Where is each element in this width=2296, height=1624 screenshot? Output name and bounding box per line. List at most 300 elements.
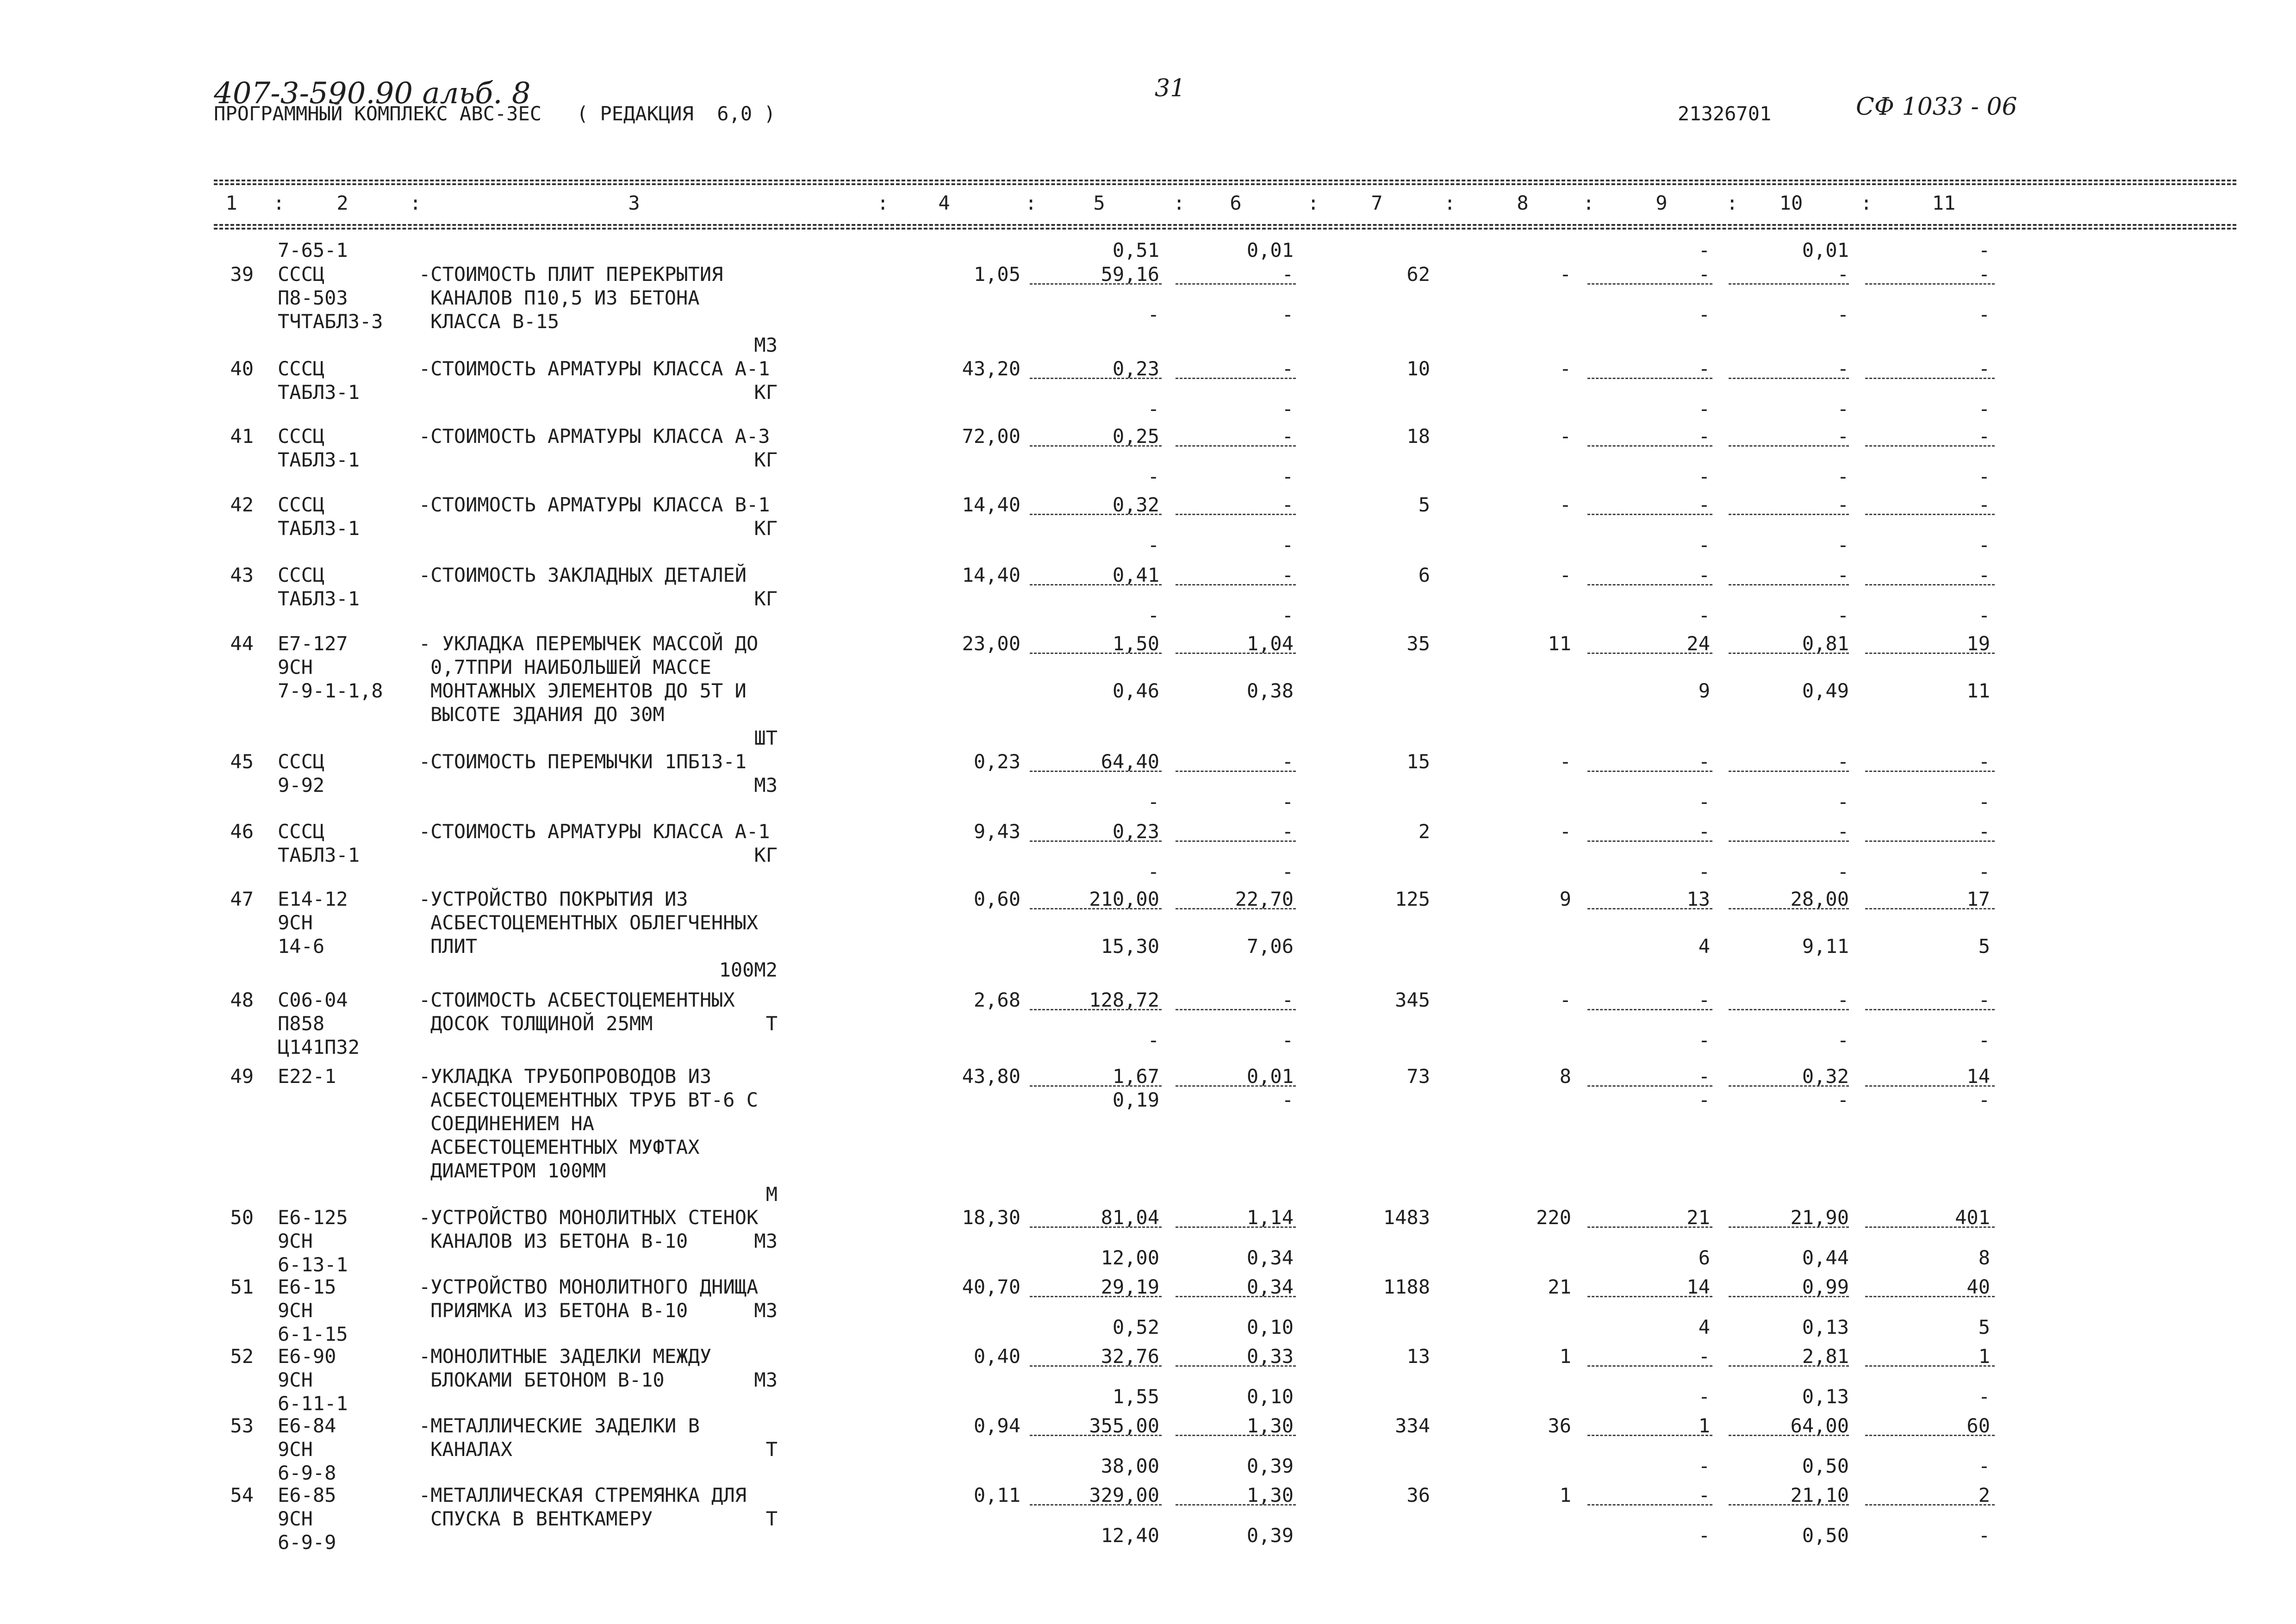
dashed-rule [1030,445,1162,447]
cost-unit-machines: 1,30 [1246,1414,1294,1437]
dashed-rule [1587,378,1712,379]
cost-unit-machines: - [1282,425,1294,448]
cost-total: 18 [1406,425,1430,448]
norm-code: 9СН [278,1507,313,1530]
norm-code: 9СН [278,656,313,678]
dashed-rule [1587,1296,1712,1297]
cost-total-machines: - [1698,1345,1710,1368]
dashed-rule [1587,1085,1712,1087]
dashed-rule [1176,378,1296,379]
cost-unit-total: 210,00 [1089,888,1159,910]
quantity: 0,94 [973,1414,1020,1437]
column-header-4: 4 [938,192,950,214]
cost-unit-machines: 0,01 [1246,239,1294,261]
cost-unit-machines-salary: - [1282,860,1294,883]
dashed-rule [1176,584,1296,585]
dashed-rule [1030,840,1162,842]
cost-total-salary: - [1559,564,1571,586]
cost-total-salary: - [1559,357,1571,380]
dashed-rule [1176,908,1296,909]
work-description: АСБЕСТОЦЕМЕНТНЫХ ОБЛЕГЧЕННЫХ [430,911,759,934]
unit-of-measure: 100М2 [719,958,778,981]
cost-unit-total: 0,23 [1112,357,1159,380]
dashed-rule [1865,1296,1995,1297]
dashed-rule [1030,1296,1162,1297]
cost-total-salary: - [1559,425,1571,448]
cost-unit-machines-salary: 0,10 [1246,1385,1294,1408]
cost-total-machines: 24 [1686,632,1710,655]
norm-code: ТАБЛ3-1 [278,844,360,866]
labor-total-salary: - [1978,604,1990,627]
cost-total: 15 [1406,750,1430,773]
row-number: 44 [230,632,254,655]
work-description: -СТОИМОСТЬ АРМАТУРЫ КЛАССА А-1 [419,357,770,380]
norm-code: СССЦ [278,357,325,380]
cost-unit-machines: - [1282,989,1294,1011]
norm-code: Е7-127 [278,632,348,655]
row-number: 40 [230,357,254,380]
top-rule-2 [214,183,2236,185]
column-header-11: 11 [1932,192,1956,214]
cost-total-salary: 36 [1548,1414,1571,1437]
dashed-rule [1729,908,1849,909]
work-description: -СТОИМОСТЬ АРМАТУРЫ КЛАССА А-3 [419,425,770,448]
dashed-rule [1587,771,1712,772]
labor-total-salary: - [1978,1029,1990,1052]
cost-total-machines: - [1698,357,1710,380]
cost-total-salary: 1 [1559,1345,1571,1368]
labor-total: - [1978,750,1990,773]
dashed-rule [1729,653,1849,654]
labor-total-salary: - [1978,303,1990,326]
cost-unit-machines-salary: - [1282,303,1294,326]
labor-total: - [1978,564,1990,586]
norm-code: 14-6 [278,935,325,958]
dashed-rule [1587,1504,1712,1506]
work-description: -УСТРОЙСТВО ПОКРЫТИЯ ИЗ [419,888,688,910]
norm-code: 9СН [278,1438,313,1461]
labor-total-salary: 11 [1966,679,1990,702]
row-number: 48 [230,989,254,1011]
cost-total-machines-salary: 9 [1698,679,1710,702]
cost-total-machines-salary: - [1698,1029,1710,1052]
unit-of-measure: КГ [754,448,778,471]
dashed-rule [1587,283,1712,285]
dashed-rule [1176,1296,1296,1297]
norm-code: ТЧТАБЛ3-3 [278,310,383,333]
cost-total-machines-salary: - [1698,398,1710,420]
cost-total-machines: - [1698,263,1710,286]
row-number: 45 [230,750,254,773]
cost-total: 10 [1406,357,1430,380]
unit-of-measure: ШТ [754,727,778,749]
dashed-rule [1587,1226,1712,1228]
cost-total-salary: - [1559,263,1571,286]
cost-total-machines-salary: - [1698,1089,1710,1111]
cost-unit-total-salary: 12,40 [1101,1524,1159,1547]
norm-code: 7-9-1-1,8 [278,679,383,702]
row-number: 50 [230,1206,254,1229]
cost-unit-machines-salary: 0,38 [1246,679,1294,702]
norm-code: Е22-1 [278,1065,336,1088]
column-header-8: 8 [1517,192,1529,214]
labor-unit-salary: 0,13 [1802,1385,1849,1408]
dashed-rule [1587,908,1712,909]
dashed-rule [1865,283,1995,285]
norm-code: Е6-90 [278,1345,336,1368]
cost-unit-total: 329,00 [1089,1484,1159,1506]
labor-unit: 21,10 [1790,1484,1849,1506]
labor-unit: 21,90 [1790,1206,1849,1229]
column-separator: : [410,192,422,214]
cost-total-machines: - [1698,1065,1710,1088]
dashed-rule [1587,1009,1712,1010]
unit-of-measure: КГ [754,381,778,404]
norm-code: Е6-15 [278,1276,336,1298]
cost-unit-total: 1,50 [1112,632,1159,655]
dashed-rule [1030,283,1162,285]
labor-total-salary: 5 [1978,1316,1990,1338]
dashed-rule [1176,1009,1296,1010]
dashed-rule [1865,1085,1995,1087]
work-description: ВЫСОТЕ ЗДАНИЯ ДО 30М [430,703,665,726]
quantity: 0,23 [973,750,1020,773]
labor-unit-salary: 0,49 [1802,679,1849,702]
cost-unit-total: 0,32 [1112,493,1159,516]
dashed-rule [1587,840,1712,842]
cost-unit-total: 59,16 [1101,263,1159,286]
dashed-rule [1587,1365,1712,1367]
labor-unit: - [1837,820,1849,843]
unit-of-measure: М3 [754,774,778,796]
unit-of-measure: Т [765,1012,778,1035]
dashed-rule [1865,908,1995,909]
dashed-rule [1729,1085,1849,1087]
row-number: 49 [230,1065,254,1088]
labor-unit: - [1837,564,1849,586]
labor-unit-salary: 0,50 [1802,1524,1849,1547]
dashed-rule [1030,584,1162,585]
labor-unit-salary: - [1837,790,1849,813]
dashed-rule [1176,1226,1296,1228]
unit-of-measure: КГ [754,844,778,866]
work-description: -УСТРОЙСТВО МОНОЛИТНЫХ СТЕНОК [419,1206,759,1229]
labor-unit-salary: 9,11 [1802,935,1849,958]
labor-total: - [1978,989,1990,1011]
labor-total: - [1978,357,1990,380]
work-description: - УКЛАДКА ПЕРЕМЫЧЕК МАССОЙ ДО [419,632,759,655]
labor-total: 19 [1966,632,1990,655]
cost-unit-total: 81,04 [1101,1206,1159,1229]
cost-unit-total-salary: - [1147,1029,1159,1052]
cost-unit-total: 0,51 [1112,239,1159,261]
cost-unit-machines: 1,30 [1246,1484,1294,1506]
cost-unit-total-salary: 38,00 [1101,1455,1159,1477]
dashed-rule [1865,1504,1995,1506]
quantity: 43,80 [962,1065,1020,1088]
cost-unit-total: 128,72 [1089,989,1159,1011]
cost-total: 73 [1406,1065,1430,1088]
quantity: 0,11 [973,1484,1020,1506]
dashed-rule [1729,771,1849,772]
dashed-rule [1587,514,1712,515]
quantity: 40,70 [962,1276,1020,1298]
labor-total: 1 [1978,1345,1990,1368]
labor-unit: 28,00 [1790,888,1849,910]
labor-total: 2 [1978,1484,1990,1506]
labor-unit-salary: 0,44 [1802,1246,1849,1269]
norm-code: СССЦ [278,493,325,516]
row-number: 54 [230,1484,254,1506]
work-description: СОЕДИНЕНИЕМ НА [430,1112,595,1135]
dashed-rule [1176,445,1296,447]
norm-code: 6-13-1 [278,1253,348,1276]
unit-of-measure: М [765,1183,778,1206]
work-description: СПУСКА В ВЕНТКАМЕРУ [430,1507,653,1530]
cost-unit-machines: 1,14 [1246,1206,1294,1229]
unit-of-measure: М3 [754,1369,778,1391]
cost-unit-total-salary: 15,30 [1101,935,1159,958]
cost-unit-total-salary: - [1147,860,1159,883]
norm-code: 6-1-15 [278,1323,348,1345]
column-header-6: 6 [1230,192,1242,214]
handwritten-reference: СФ 1033 - 06 [1856,93,2017,121]
cost-total-salary: 11 [1548,632,1571,655]
labor-total: - [1978,493,1990,516]
row-number: 53 [230,1414,254,1437]
dashed-rule [1176,771,1296,772]
cost-unit-total-salary: - [1147,465,1159,488]
cost-unit-machines-salary: - [1282,465,1294,488]
cost-total-salary: - [1559,750,1571,773]
cost-total-salary: - [1559,989,1571,1011]
cost-total-machines-salary: - [1698,465,1710,488]
work-description: АСБЕСТОЦЕМЕНТНЫХ ТРУБ ВТ-6 С [430,1089,759,1111]
norm-code: П858 [278,1012,325,1035]
cost-unit-total-salary: - [1147,398,1159,420]
column-separator: : [877,192,889,214]
cost-total-machines-salary: - [1698,303,1710,326]
labor-unit: 64,00 [1790,1414,1849,1437]
norm-code: СССЦ [278,425,325,448]
work-description: КАНАЛАХ [430,1438,513,1461]
work-description: 0,7ТПРИ НАИБОЛЬШЕЙ МАССЕ [430,656,711,678]
dashed-rule [1176,514,1296,515]
dashed-rule [1030,514,1162,515]
cost-total-machines: - [1698,1484,1710,1506]
cost-total-machines: - [1698,564,1710,586]
work-description: МОНТАЖНЫХ ЭЛЕМЕНТОВ ДО 5Т И [430,679,747,702]
column-header-7: 7 [1371,192,1383,214]
dashed-rule [1865,378,1995,379]
dashed-rule [1030,1365,1162,1367]
cost-total-machines: - [1698,425,1710,448]
cost-unit-machines: - [1282,263,1294,286]
cost-unit-machines-salary: 0,34 [1246,1246,1294,1269]
cost-unit-machines-salary: - [1282,1029,1294,1052]
work-description: -УСТРОЙСТВО МОНОЛИТНОГО ДНИЩА [419,1276,759,1298]
dashed-rule [1729,1504,1849,1506]
work-description: ДОСОК ТОЛЩИНОЙ 25ММ [430,1012,653,1035]
unit-of-measure: М3 [754,1299,778,1322]
row-number: 42 [230,493,254,516]
dashed-rule [1587,584,1712,585]
dashed-rule [1729,1296,1849,1297]
work-description: -СТОИМОСТЬ АРМАТУРЫ КЛАССА А-1 [419,820,770,843]
cost-unit-total: 32,76 [1101,1345,1159,1368]
cost-total-salary: 21 [1548,1276,1571,1298]
cost-total-machines-salary: - [1698,534,1710,556]
cost-unit-machines: 0,33 [1246,1345,1294,1368]
norm-code: ТАБЛ3-1 [278,448,360,471]
unit-of-measure: Т [765,1507,778,1530]
norm-code: С06-04 [278,989,348,1011]
norm-code: 9СН [278,911,313,934]
row-number: 41 [230,425,254,448]
dashed-rule [1729,283,1849,285]
cost-total: 334 [1395,1414,1430,1437]
dashed-rule [1030,1009,1162,1010]
work-description: -СТОИМОСТЬ ПЕРЕМЫЧКИ 1ПБ13-1 [419,750,747,773]
cost-total-salary: - [1559,820,1571,843]
cost-unit-total-salary: 0,19 [1112,1089,1159,1111]
cost-total-machines: 13 [1686,888,1710,910]
row-number: 51 [230,1276,254,1298]
dashed-rule [1176,1085,1296,1087]
dashed-rule [1030,1226,1162,1228]
column-header-5: 5 [1093,192,1105,214]
dashed-rule [1865,1365,1995,1367]
cost-unit-machines: - [1282,493,1294,516]
quantity: 1,05 [973,263,1020,286]
dashed-rule [1030,908,1162,909]
unit-of-measure: КГ [754,587,778,610]
quantity: 0,40 [973,1345,1020,1368]
labor-unit-salary: - [1837,604,1849,627]
dashed-rule [1587,653,1712,654]
labor-unit-salary: - [1837,534,1849,556]
dashed-rule [1587,445,1712,447]
cost-total: 345 [1395,989,1430,1011]
cost-unit-machines-salary: - [1282,1089,1294,1111]
dashed-rule [1729,1435,1849,1436]
dashed-rule [1030,653,1162,654]
dashed-rule [1587,1435,1712,1436]
norm-code: 9СН [278,1369,313,1391]
labor-unit-salary: - [1837,465,1849,488]
unit-of-measure: М3 [754,334,778,356]
norm-code: 7-65-1 [278,239,348,261]
top-rule [214,180,2236,181]
dashed-rule [1729,445,1849,447]
dashed-rule [1865,1435,1995,1436]
dashed-rule [1865,1226,1995,1228]
labor-total: 40 [1966,1276,1990,1298]
cost-unit-total: 64,40 [1101,750,1159,773]
norm-code: Е6-125 [278,1206,348,1229]
work-description: -УКЛАДКА ТРУБОПРОВОДОВ ИЗ [419,1065,712,1088]
cost-total-machines: 14 [1686,1276,1710,1298]
work-description: ПЛИТ [430,935,478,958]
cost-total: 36 [1406,1484,1430,1506]
cost-total-machines: - [1698,750,1710,773]
cost-unit-total-salary: - [1147,604,1159,627]
cost-unit-total: 29,19 [1101,1276,1159,1298]
labor-unit: 0,01 [1802,239,1849,261]
column-separator: : [273,192,285,214]
labor-unit: 0,99 [1802,1276,1849,1298]
norm-code: 6-9-9 [278,1531,336,1554]
dashed-rule [1176,840,1296,842]
quantity: 2,68 [973,989,1020,1011]
dashed-rule [1176,1435,1296,1436]
labor-total: 14 [1966,1065,1990,1088]
labor-total-salary: 8 [1978,1246,1990,1269]
dashed-rule [1729,378,1849,379]
cost-unit-machines-salary: 0,39 [1246,1455,1294,1477]
norm-code: СССЦ [278,564,325,586]
cost-total-machines-salary: - [1698,790,1710,813]
dashed-rule [1729,584,1849,585]
dashed-rule [1729,514,1849,515]
column-separator: : [1726,192,1738,214]
labor-unit: - [1837,425,1849,448]
work-description: -МЕТАЛЛИЧЕСКИЕ ЗАДЕЛКИ В [419,1414,700,1437]
column-separator: : [1307,192,1319,214]
cost-unit-total-salary: - [1147,790,1159,813]
labor-total: - [1978,263,1990,286]
work-description: ДИАМЕТРОМ 100ММ [430,1159,606,1182]
quantity: 14,40 [962,564,1020,586]
cost-total: 5 [1418,493,1430,516]
labor-total-salary: - [1978,465,1990,488]
labor-total: 401 [1955,1206,1990,1229]
cost-total-machines-salary: 4 [1698,935,1710,958]
cost-unit-machines-salary: - [1282,790,1294,813]
dashed-rule [1865,653,1995,654]
labor-unit: 0,81 [1802,632,1849,655]
cost-unit-machines-salary: 0,39 [1246,1524,1294,1547]
column-separator: : [1860,192,1873,214]
labor-total-salary: - [1978,860,1990,883]
labor-unit: 2,81 [1802,1345,1849,1368]
document-number: 21326701 [1678,102,1772,125]
labor-total-salary: 5 [1978,935,1990,958]
labor-total-salary: - [1978,1455,1990,1477]
work-description: -СТОИМОСТЬ ЗАКЛАДНЫХ ДЕТАЛЕЙ [419,564,747,586]
norm-code: 9СН [278,1299,313,1322]
labor-total: 17 [1966,888,1990,910]
dashed-rule [1865,514,1995,515]
cost-unit-machines: - [1282,357,1294,380]
cost-total-salary: 1 [1559,1484,1571,1506]
work-description: -МОНОЛИТНЫЕ ЗАДЕЛКИ МЕЖДУ [419,1345,712,1368]
dashed-rule [1176,1365,1296,1367]
header-bottom-rule [214,224,2236,226]
row-number: 43 [230,564,254,586]
labor-total: - [1978,425,1990,448]
dashed-rule [1729,1365,1849,1367]
dashed-rule [1729,1009,1849,1010]
cost-unit-machines: 22,70 [1235,888,1294,910]
work-description: -СТОИМОСТЬ ПЛИТ ПЕРЕКРЫТИЯ [419,263,723,286]
cost-unit-total-salary: 12,00 [1101,1246,1159,1269]
cost-unit-machines-salary: - [1282,604,1294,627]
dashed-rule [1176,653,1296,654]
dashed-rule [1865,445,1995,447]
cost-unit-total-salary: 1,55 [1112,1385,1159,1408]
quantity: 18,30 [962,1206,1020,1229]
